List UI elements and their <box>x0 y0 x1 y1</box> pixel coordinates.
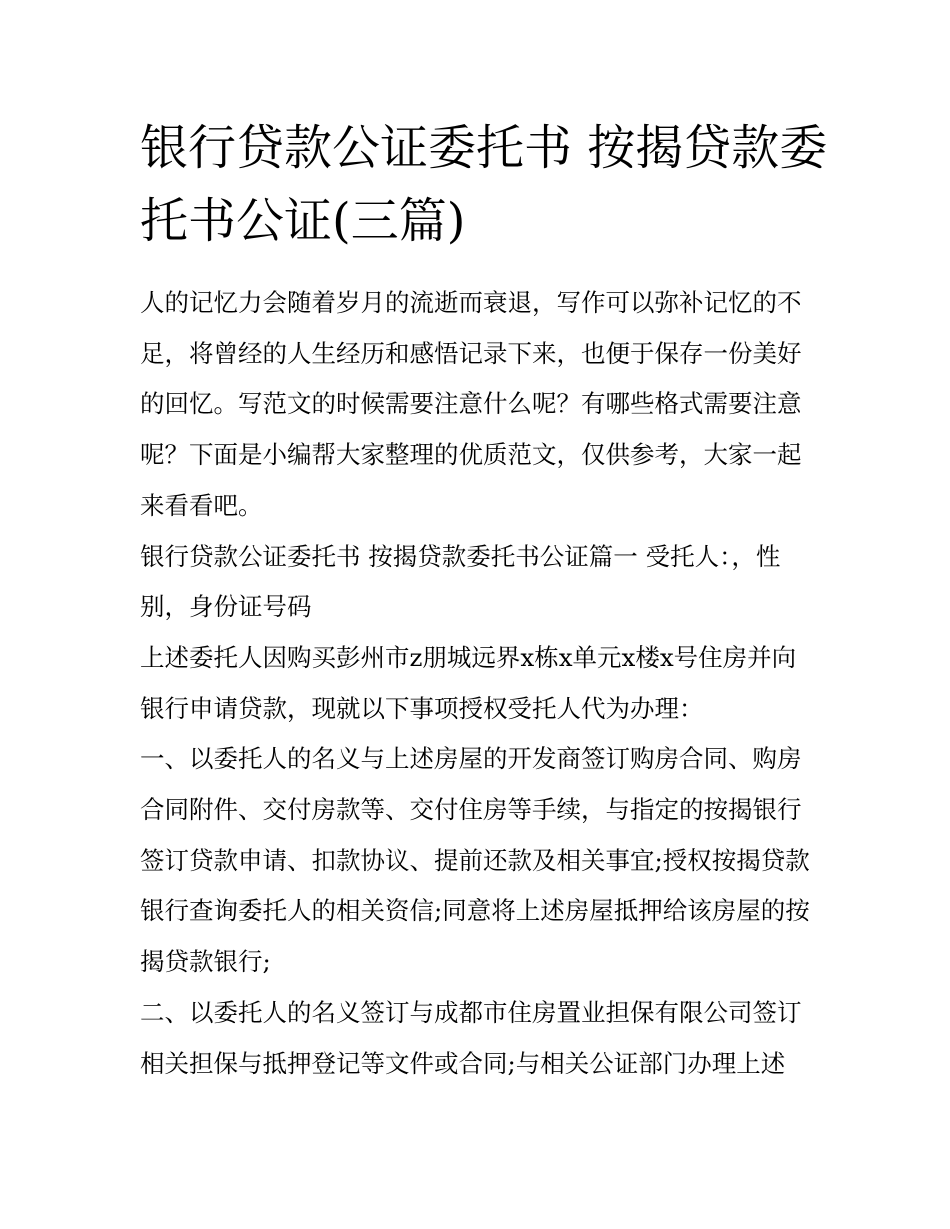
section-heading-paragraph: 银行贷款公证委托书 按揭贷款委托书公证篇一 受托人：，性别，身份证号码 <box>140 541 781 622</box>
item-one-paragraph: 一、以委托人的名义与上述房屋的开发商签订购房合同、购房合同附件、交付房款等、交付住房等手续，与指定的按揭银行签订贷款申请、扣款协议、提前还款及相关事宜;授权按揭贷款银行查询委托人的相关资信;同意将上述房屋抵押给该房屋的按揭贷款银行; <box>140 744 810 977</box>
document-title: 银行贷款公证委托书 按揭贷款委托书公证(三篇) <box>140 120 828 249</box>
item-two-paragraph: 二、以委托人的名义签订与成都市住房置业担保有限公司签订相关担保与抵押登记等文件或合同;与相关公证部门办理上述 <box>140 997 802 1078</box>
intro-paragraph: 人的记忆力会随着岁月的流逝而衰退，写作可以弥补记忆的不足，将曾经的人生经历和感悟记录下来，也便于保存一份美好的回忆。写范文的时候需要注意什么呢？有哪些格式需要注意呢？下面是小编帮大家整理的优质范文，仅供参考，大家一起来看看吧。 <box>140 288 802 520</box>
purchase-paragraph: 上述委托人因购买彭州市z朋城远界x栋x单元x楼x号住房并向银行申请贷款，现就以下事项授权受托人代为办理： <box>140 642 797 723</box>
document-body <box>140 278 816 1089</box>
